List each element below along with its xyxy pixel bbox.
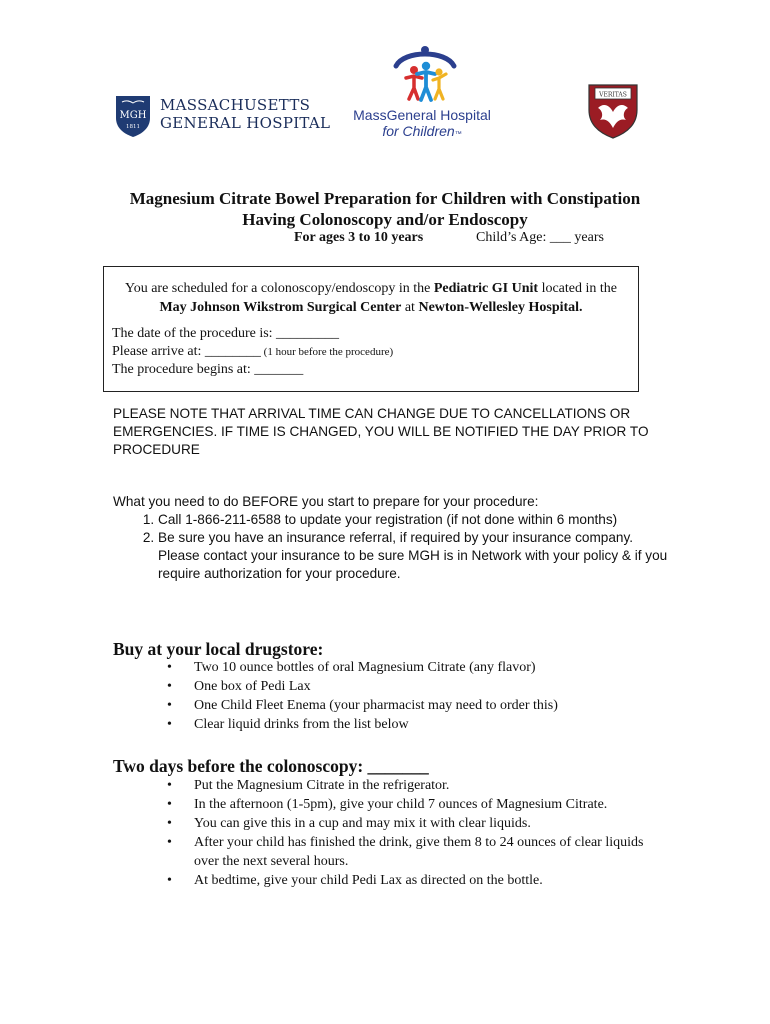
before-step: 2. Be sure you have an insurance referral, if required by your insurance company. Please contact your insurance to be sure MGH is in Network with your policy & if you require authorization for your procedure. bbox=[158, 529, 668, 583]
child-age-field: Child’s Age: ___ years bbox=[476, 230, 604, 245]
two-days-list bbox=[167, 776, 647, 890]
bullet-icon: • bbox=[167, 679, 172, 694]
before-steps-list bbox=[113, 511, 668, 583]
children-wordmark bbox=[352, 107, 492, 143]
list-item-text: Two 10 ounce bottles of oral Magnesium Citrate (any flavor) bbox=[194, 660, 536, 675]
list-item bbox=[167, 871, 647, 890]
list-item-text: In the afternoon (1-5pm), give your child 7 ounces of Magnesium Citrate. bbox=[194, 797, 608, 812]
sched-hospital: Newton-Wellesley Hospital. bbox=[418, 300, 583, 315]
list-item-text: One Child Fleet Enema (your pharmacist may need to order this) bbox=[194, 698, 558, 713]
buy-heading: Buy at your local drugstore: bbox=[113, 639, 324, 659]
ages-label: For ages 3 to 10 years bbox=[294, 230, 424, 245]
list-item-text: You can give this in a cup and may mix it with clear liquids. bbox=[194, 816, 531, 831]
child-line1: MassGeneral Hospital bbox=[353, 107, 491, 123]
list-item bbox=[167, 696, 637, 715]
list-item bbox=[167, 677, 637, 696]
list-item bbox=[167, 776, 647, 795]
bullet-icon: • bbox=[167, 698, 172, 713]
bullet-icon: • bbox=[167, 717, 172, 732]
list-item bbox=[167, 833, 647, 871]
child-tm: ™ bbox=[454, 131, 462, 138]
list-item-text: At bedtime, give your child Pedi Lax as directed on the bottle. bbox=[194, 873, 543, 888]
mgh-logo bbox=[114, 94, 334, 138]
bullet-icon: • bbox=[167, 816, 172, 831]
title-line2: Having Colonoscopy and/or Endoscopy bbox=[242, 210, 528, 229]
bullet-icon: • bbox=[167, 797, 172, 812]
mgh-wordmark bbox=[160, 96, 330, 132]
arrival-change-note: PLEASE NOTE THAT ARRIVAL TIME CAN CHANGE DUE TO CANCELLATIONS OR EMERGENCIES. IF TIME IS CHANGED, YOU WILL BE NOTIFIED THE DAY PRIOR TO PROCEDURE bbox=[113, 406, 649, 457]
bullet-icon: • bbox=[167, 778, 172, 793]
children-figures-icon bbox=[390, 44, 460, 104]
child-line2: for Children bbox=[382, 123, 455, 139]
title-line1: Magnesium Citrate Bowel Preparation for Children with Constipation bbox=[129, 189, 641, 208]
list-item-text: Put the Magnesium Citrate in the refrigerator. bbox=[194, 778, 450, 793]
sched-unit: Pediatric GI Unit bbox=[433, 281, 539, 296]
procedure-date-field: The date of the procedure is: _________ bbox=[112, 326, 340, 341]
bullet-icon: • bbox=[167, 835, 172, 850]
mgh-line2: GENERAL HOSPITAL bbox=[160, 114, 331, 132]
list-item-text: One box of Pedi Lax bbox=[194, 679, 311, 694]
hms-ribbon-text: VERITAS bbox=[599, 91, 627, 99]
bullet-icon: • bbox=[167, 660, 172, 675]
harvard-shield-icon bbox=[586, 82, 640, 140]
before-intro: What you need to do BEFORE you start to prepare for your procedure: bbox=[113, 494, 539, 509]
schedule-box bbox=[103, 266, 639, 392]
arrival-time-field bbox=[112, 343, 393, 361]
arrive-line: Please arrive at: ________ bbox=[112, 344, 261, 359]
list-item bbox=[167, 658, 637, 677]
schedule-statement bbox=[114, 279, 628, 317]
list-item bbox=[167, 795, 647, 814]
buy-list bbox=[167, 658, 637, 734]
sched-at: at bbox=[401, 300, 419, 315]
list-item bbox=[167, 715, 637, 734]
mgh-shield-text: MGH bbox=[119, 110, 147, 121]
list-item-text: After your child has finished the drink, give them 8 to 24 ounces of clear liquids over the next several hours. bbox=[194, 835, 644, 869]
list-item-text: Clear liquid drinks from the list below bbox=[194, 717, 409, 732]
bullet-icon: • bbox=[167, 873, 172, 888]
mgh-line1: MASSACHUSETTS bbox=[160, 96, 311, 114]
list-item bbox=[167, 814, 647, 833]
arrive-note: (1 hour before the procedure) bbox=[260, 346, 394, 358]
sched-center: May Johnson Wikstrom Surgical Center bbox=[159, 300, 402, 315]
mgh-shield-year: 1811 bbox=[126, 124, 140, 130]
document-title bbox=[0, 188, 770, 230]
before-step: 1. Call 1-866-211-6588 to update your registration (if not done within 6 months) bbox=[158, 511, 668, 529]
procedure-begin-field: The procedure begins at: _______ bbox=[112, 362, 304, 377]
two-days-heading: Two days before the colonoscopy: _______ bbox=[113, 756, 429, 776]
mgh-shield-icon bbox=[114, 94, 152, 138]
sched-mid: located in the bbox=[538, 281, 617, 296]
sched-pre: You are scheduled for a colonoscopy/endoscopy in the bbox=[125, 281, 434, 296]
massgeneral-children-logo bbox=[352, 44, 492, 144]
